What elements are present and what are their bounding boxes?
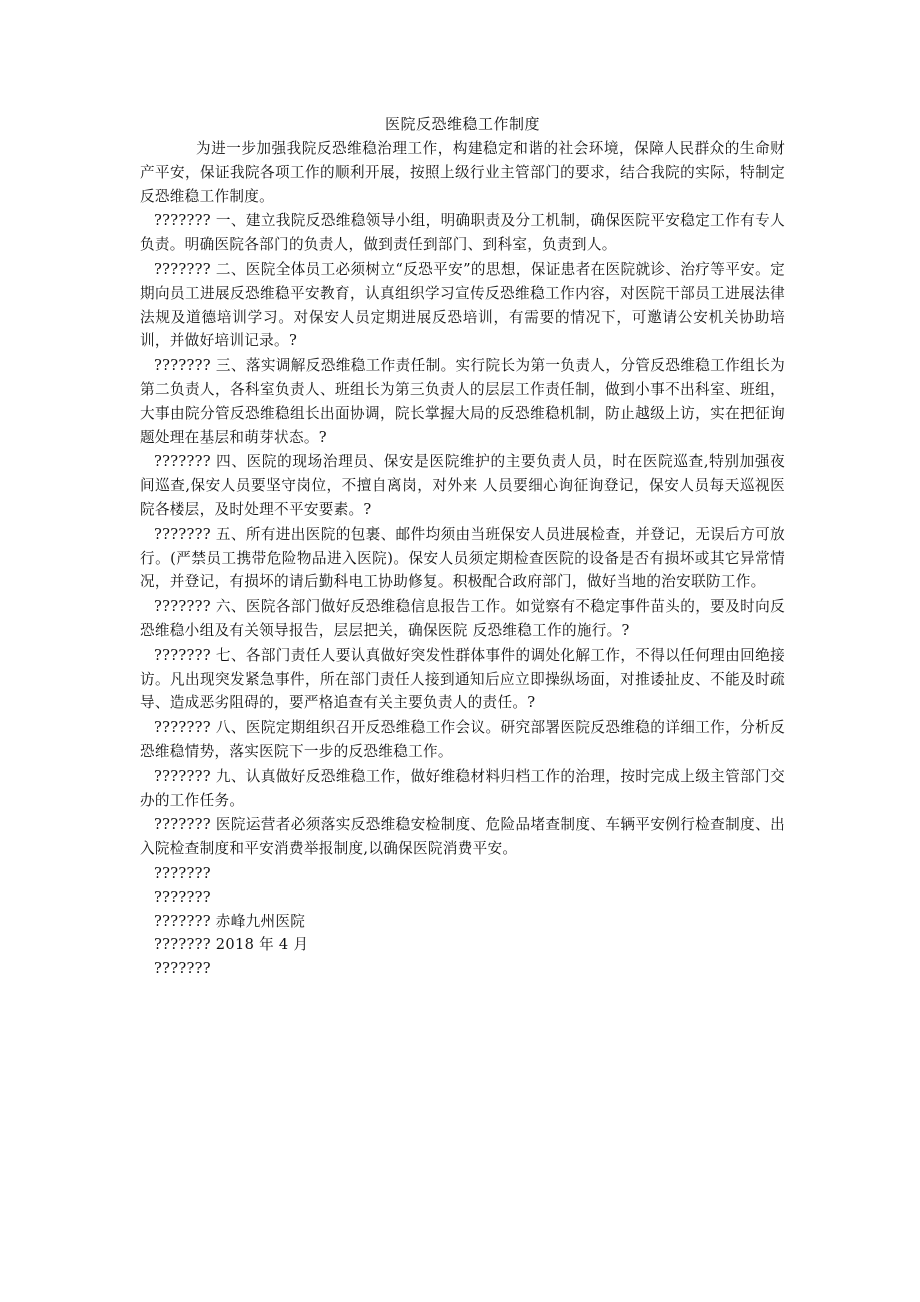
item-paragraph-1: ??????? 一、建立我院反恐维稳领导小组，明确职责及分工机制，确保医院平安稳定工作有专人负责。明确医院各部门的负责人，做到责任到部门、到科室，负责到人。 xyxy=(140,212,785,254)
item-paragraph-4: ??????? 四、医院的现场治理员、保安是医院维护的主要负责人员，时在医院巡查,特别加强夜间巡查,保安人员要坚守岗位，不擅自离岗，对外来 人员要细心询征询登记，保安人员每天巡视医院各楼层，及时处理不平安要素。? xyxy=(140,453,785,518)
item-paragraph-6: ??????? 六、医院各部门做好反恐维稳信息报告工作。如觉察有不稳定事件苗头的，要及时向反恐维稳小组及有关领导报告，层层把关，确保医院 反恐维稳工作的施行。? xyxy=(140,598,785,639)
item-paragraph-5: ??????? 五、所有进出医院的包裹、邮件均须由当班保安人员进展检查，并登记，无误后方可放行。(严禁员工携带危险物品进入医院)。保安人员须定期检查医院的设备是否有损坏或其它异常情况，并登记，有损坏的请后勤科电工协助修复。积极配合政府部门，做好当地的治安联防工作。 xyxy=(140,525,785,591)
document-page xyxy=(140,112,785,981)
footer-date: ??????? 2018 年 4 月 xyxy=(154,936,309,954)
item-paragraph-8: ??????? 八、医院定期组织召开反恐维稳工作会议。研究部署医院反恐维稳的详细工作，分析反恐维稳情势，落实医院下一步的反恐维稳工作。 xyxy=(140,719,785,760)
item-paragraph-2: ??????? 二、医院全体员工必须树立“反恐平安”的思想，保证患者在医院就诊、治疗等平安。定期向员工进展反恐维稳平安教育，认真组织学习宣传反恐维稳工作内容，对医院干部员工进展法律法规及道德培训学习。对保安人员定期进展反恐培训，有需要的情况下，可邀请公安机关协助培训，并做好培训记录。? xyxy=(140,260,785,350)
item-paragraph-7: ??????? 七、各部门责任人要认真做好突发性群体事件的调处化解工作，不得以任何理由回绝接访。凡出现突发紧急事件，所在部门责任人接到通知后应立即操纵场面，对推诿扯皮、不能及时疏导、造成恶劣阻碍的，要严格追查有关主要负责人的责任。? xyxy=(140,646,785,712)
item-paragraph-9: ??????? 九、认真做好反恐维稳工作，做好维稳材料归档工作的治理，按时完成上级主管部门交办的工作任务。 xyxy=(140,767,785,809)
footer-hospital-name: ??????? 赤峰九州医院 xyxy=(154,912,306,930)
item-paragraph-10: ??????? 医院运营者必须落实反恐维稳安检制度、危险品堵查制度、车辆平安例行检查制度、出入院检查制度和平安消费举报制度,以确保医院消费平安。 xyxy=(140,816,785,858)
document-title: 医院反恐维稳工作制度 xyxy=(384,115,540,133)
footer-line-5: ??????? xyxy=(154,960,211,978)
item-paragraph-3: ??????? 三、落实调解反恐维稳工作责任制。实行院长为第一负责人，分管反恐维稳工作组长为第二负责人，各科室负责人、班组长为第三负责人的层层工作责任制，做到小事不出科室、班组，大事由院分管反恐维稳组长出面协调，院长掌握大局的反恐维稳机制，防止越级上访，实在把征询题处理在基层和萌芽状态。? xyxy=(140,357,785,446)
footer-line-1: ??????? xyxy=(154,864,211,882)
footer-line-2: ??????? xyxy=(154,888,211,906)
intro-paragraph: 为进一步加强我院反恐维稳治理工作，构建稳定和谐的社会环境，保障人民群众的生命财产平安，保证我院各项工作的顺利开展，按照上级行业主管部门的要求，结合我院的实际，特制定反恐维稳工作制度。 xyxy=(140,140,785,205)
